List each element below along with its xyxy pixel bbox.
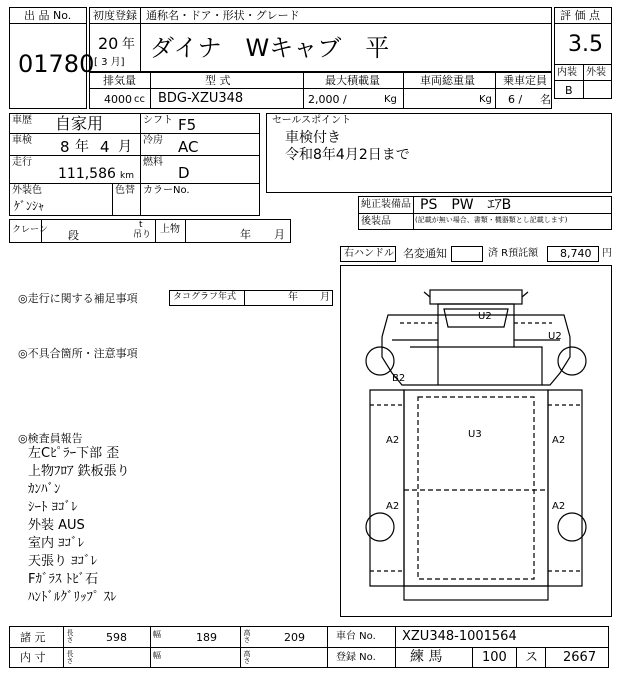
truck-diagram xyxy=(340,265,612,617)
overall-grade: 3.5 xyxy=(568,32,603,57)
lot-number: 01780 xyxy=(18,50,95,78)
inner-dims-label: 内 寸 xyxy=(20,651,46,664)
inspection-label: 車検 xyxy=(12,135,32,146)
length-value: 598 xyxy=(106,631,127,644)
history-label: 車歴 xyxy=(12,115,32,126)
recycle-label: 済 R預託額 xyxy=(488,248,539,259)
gvw-label: 車両総重量 xyxy=(420,74,475,87)
mileage-value: 111,586 xyxy=(58,166,116,182)
height-label: 高さ xyxy=(243,629,251,643)
report-line: Fｶﾞﾗｽ ﾄﾋﾞ石 xyxy=(28,572,99,587)
damage-mark: A2 xyxy=(552,435,566,446)
damage-mark: U3 xyxy=(468,429,482,440)
aftermarket-note: (記載が無い場合、書類・機器類とし記載します) xyxy=(415,216,568,224)
sales-point-line-1: 車検付き xyxy=(285,130,341,146)
report-line: 外装 AUS xyxy=(28,518,85,533)
gvw-unit: Kg xyxy=(479,94,492,105)
aircon-label: 冷房 xyxy=(143,135,163,146)
crane-label: クレーン xyxy=(12,225,48,235)
length-label: 長さ xyxy=(66,629,74,643)
fuel-value: D xyxy=(178,164,190,182)
model-name: ダイナ Wキャブ 平 xyxy=(150,34,390,62)
tachograph-month-unit: 月 xyxy=(320,292,330,303)
color-value: ｹﾞﾝｼｬ xyxy=(14,199,45,213)
inspection-month: 4 xyxy=(100,138,110,156)
capacity-unit: 名 xyxy=(540,93,551,106)
capacity-value: 6 / xyxy=(508,93,523,106)
max-load-unit: Kg xyxy=(384,94,397,105)
mount-label: 上物 xyxy=(160,224,180,235)
inspection-year-unit: 年 xyxy=(75,139,89,155)
mount-month-unit: 月 xyxy=(274,228,285,241)
max-load-label: 最大積載量 xyxy=(325,74,380,87)
name-change-box xyxy=(451,246,483,262)
damage-mark: A2 xyxy=(386,435,400,446)
inner-length-label: 長さ xyxy=(66,650,74,664)
defects-label: ◎不具合箇所・注意事項 xyxy=(18,347,138,360)
report-line: ｼｰﾄ ﾖｺﾞﾚ xyxy=(28,500,78,515)
report-line: 左Cﾋﾟﾗｰ下部 歪 xyxy=(28,446,120,461)
history-value: 自家用 xyxy=(55,114,104,133)
report-line: 天張り ﾖｺﾞﾚ xyxy=(28,554,98,569)
inspection-year: 8 xyxy=(60,138,70,156)
tachograph-year-unit: 年 xyxy=(288,292,298,303)
height-value: 209 xyxy=(284,631,305,644)
recycle-amount: 8,740 xyxy=(560,247,592,260)
chassis-label: 車台 No. xyxy=(336,631,376,642)
shift-label: シフト xyxy=(143,115,173,126)
exterior-grade-label: 外装 xyxy=(586,67,606,78)
lot-number-label: 出 品 No. xyxy=(24,9,72,22)
chassis-number: XZU348-1001564 xyxy=(402,629,517,644)
interior-grade: B xyxy=(565,84,573,97)
recycle-unit: 円 xyxy=(602,248,612,259)
crane-stage-unit: 段 xyxy=(68,229,79,242)
damage-mark: A2 xyxy=(552,501,566,512)
crane-hang-unit: 吊り xyxy=(133,230,152,240)
width-label: 幅 xyxy=(153,630,161,639)
color-label: 外装色 xyxy=(12,185,42,196)
color-change-label: 色替 xyxy=(115,185,135,196)
inner-height-label: 高さ xyxy=(243,650,251,664)
spec-label: 諸 元 xyxy=(20,631,46,644)
color-code-label: カラーNo. xyxy=(143,185,190,196)
report-line: ｶﾝﾊﾞﾝ xyxy=(28,482,61,497)
handle-value: 右ハンドル xyxy=(344,248,394,259)
interior-grade-label: 内装 xyxy=(557,67,577,78)
fuel-label: 燃料 xyxy=(143,157,163,168)
type-label: 型 式 xyxy=(205,74,231,87)
aftermarket-label: 後装品 xyxy=(361,216,391,227)
shift-value: F5 xyxy=(178,116,197,134)
name-change-label: 名変通知 xyxy=(403,247,447,260)
displacement-label: 排気量 xyxy=(103,74,136,87)
registration-number: 2667 xyxy=(563,650,597,665)
report-line: ﾊﾝﾄﾞﾙｸﾞﾘｯﾌﾟ ｽﾚ xyxy=(28,590,117,605)
factory-equipment-value: PS PW ｴｱB xyxy=(420,197,512,213)
report-line: 室内 ﾖｺﾞﾚ xyxy=(28,536,85,551)
sales-point-line-2: 令和8年4月2日まで xyxy=(285,147,410,163)
mount-year-unit: 年 xyxy=(240,228,251,241)
damage-mark: B2 xyxy=(392,373,406,384)
inspection-month-unit: 月 xyxy=(118,139,132,155)
first-registration-year: 20 xyxy=(98,34,119,53)
model-label: 通称名・ドア・形状・グレード xyxy=(146,9,300,22)
tachograph-label: タコグラフ年式 xyxy=(173,292,237,302)
first-registration-year-unit: 年 xyxy=(122,37,136,52)
inspector-report-label: ◎検査員報告 xyxy=(18,432,83,445)
vehicle-info-box xyxy=(9,113,260,216)
sales-point-label: セールスポイント xyxy=(272,115,352,126)
first-registration-label: 初度登録 xyxy=(93,9,137,22)
type-code: BDG-XZU348 xyxy=(158,91,244,106)
report-line: 上物ﾌﾛｱ 鉄板張り xyxy=(28,464,130,479)
factory-equipment-label: 純正装備品 xyxy=(361,199,411,210)
max-load-value: 2,000 / xyxy=(308,93,347,106)
driving-notes-label: ◎走行に関する補足事項 xyxy=(18,292,138,305)
capacity-label: 乗車定員 xyxy=(503,74,547,87)
mileage-unit: km xyxy=(120,171,134,181)
damage-mark: U2 xyxy=(478,311,492,322)
crane-ton-unit: t xyxy=(139,220,143,230)
width-value: 189 xyxy=(196,631,217,644)
registration-area: 練 馬 xyxy=(410,649,443,665)
registration-class: 100 xyxy=(482,650,507,665)
first-registration-month: [ 3 月] xyxy=(94,57,125,68)
inner-width-label: 幅 xyxy=(153,651,161,660)
displacement-unit: cc xyxy=(134,94,145,105)
damage-mark: U2 xyxy=(548,331,562,342)
grade-label: 評 価 点 xyxy=(560,9,600,22)
mileage-label: 走行 xyxy=(12,157,32,168)
displacement-value: 4000 xyxy=(104,93,132,106)
registration-label: 登録 No. xyxy=(336,652,376,663)
damage-mark: A2 xyxy=(386,501,400,512)
registration-kana: ス xyxy=(525,650,539,665)
aircon-value: AC xyxy=(178,138,199,156)
